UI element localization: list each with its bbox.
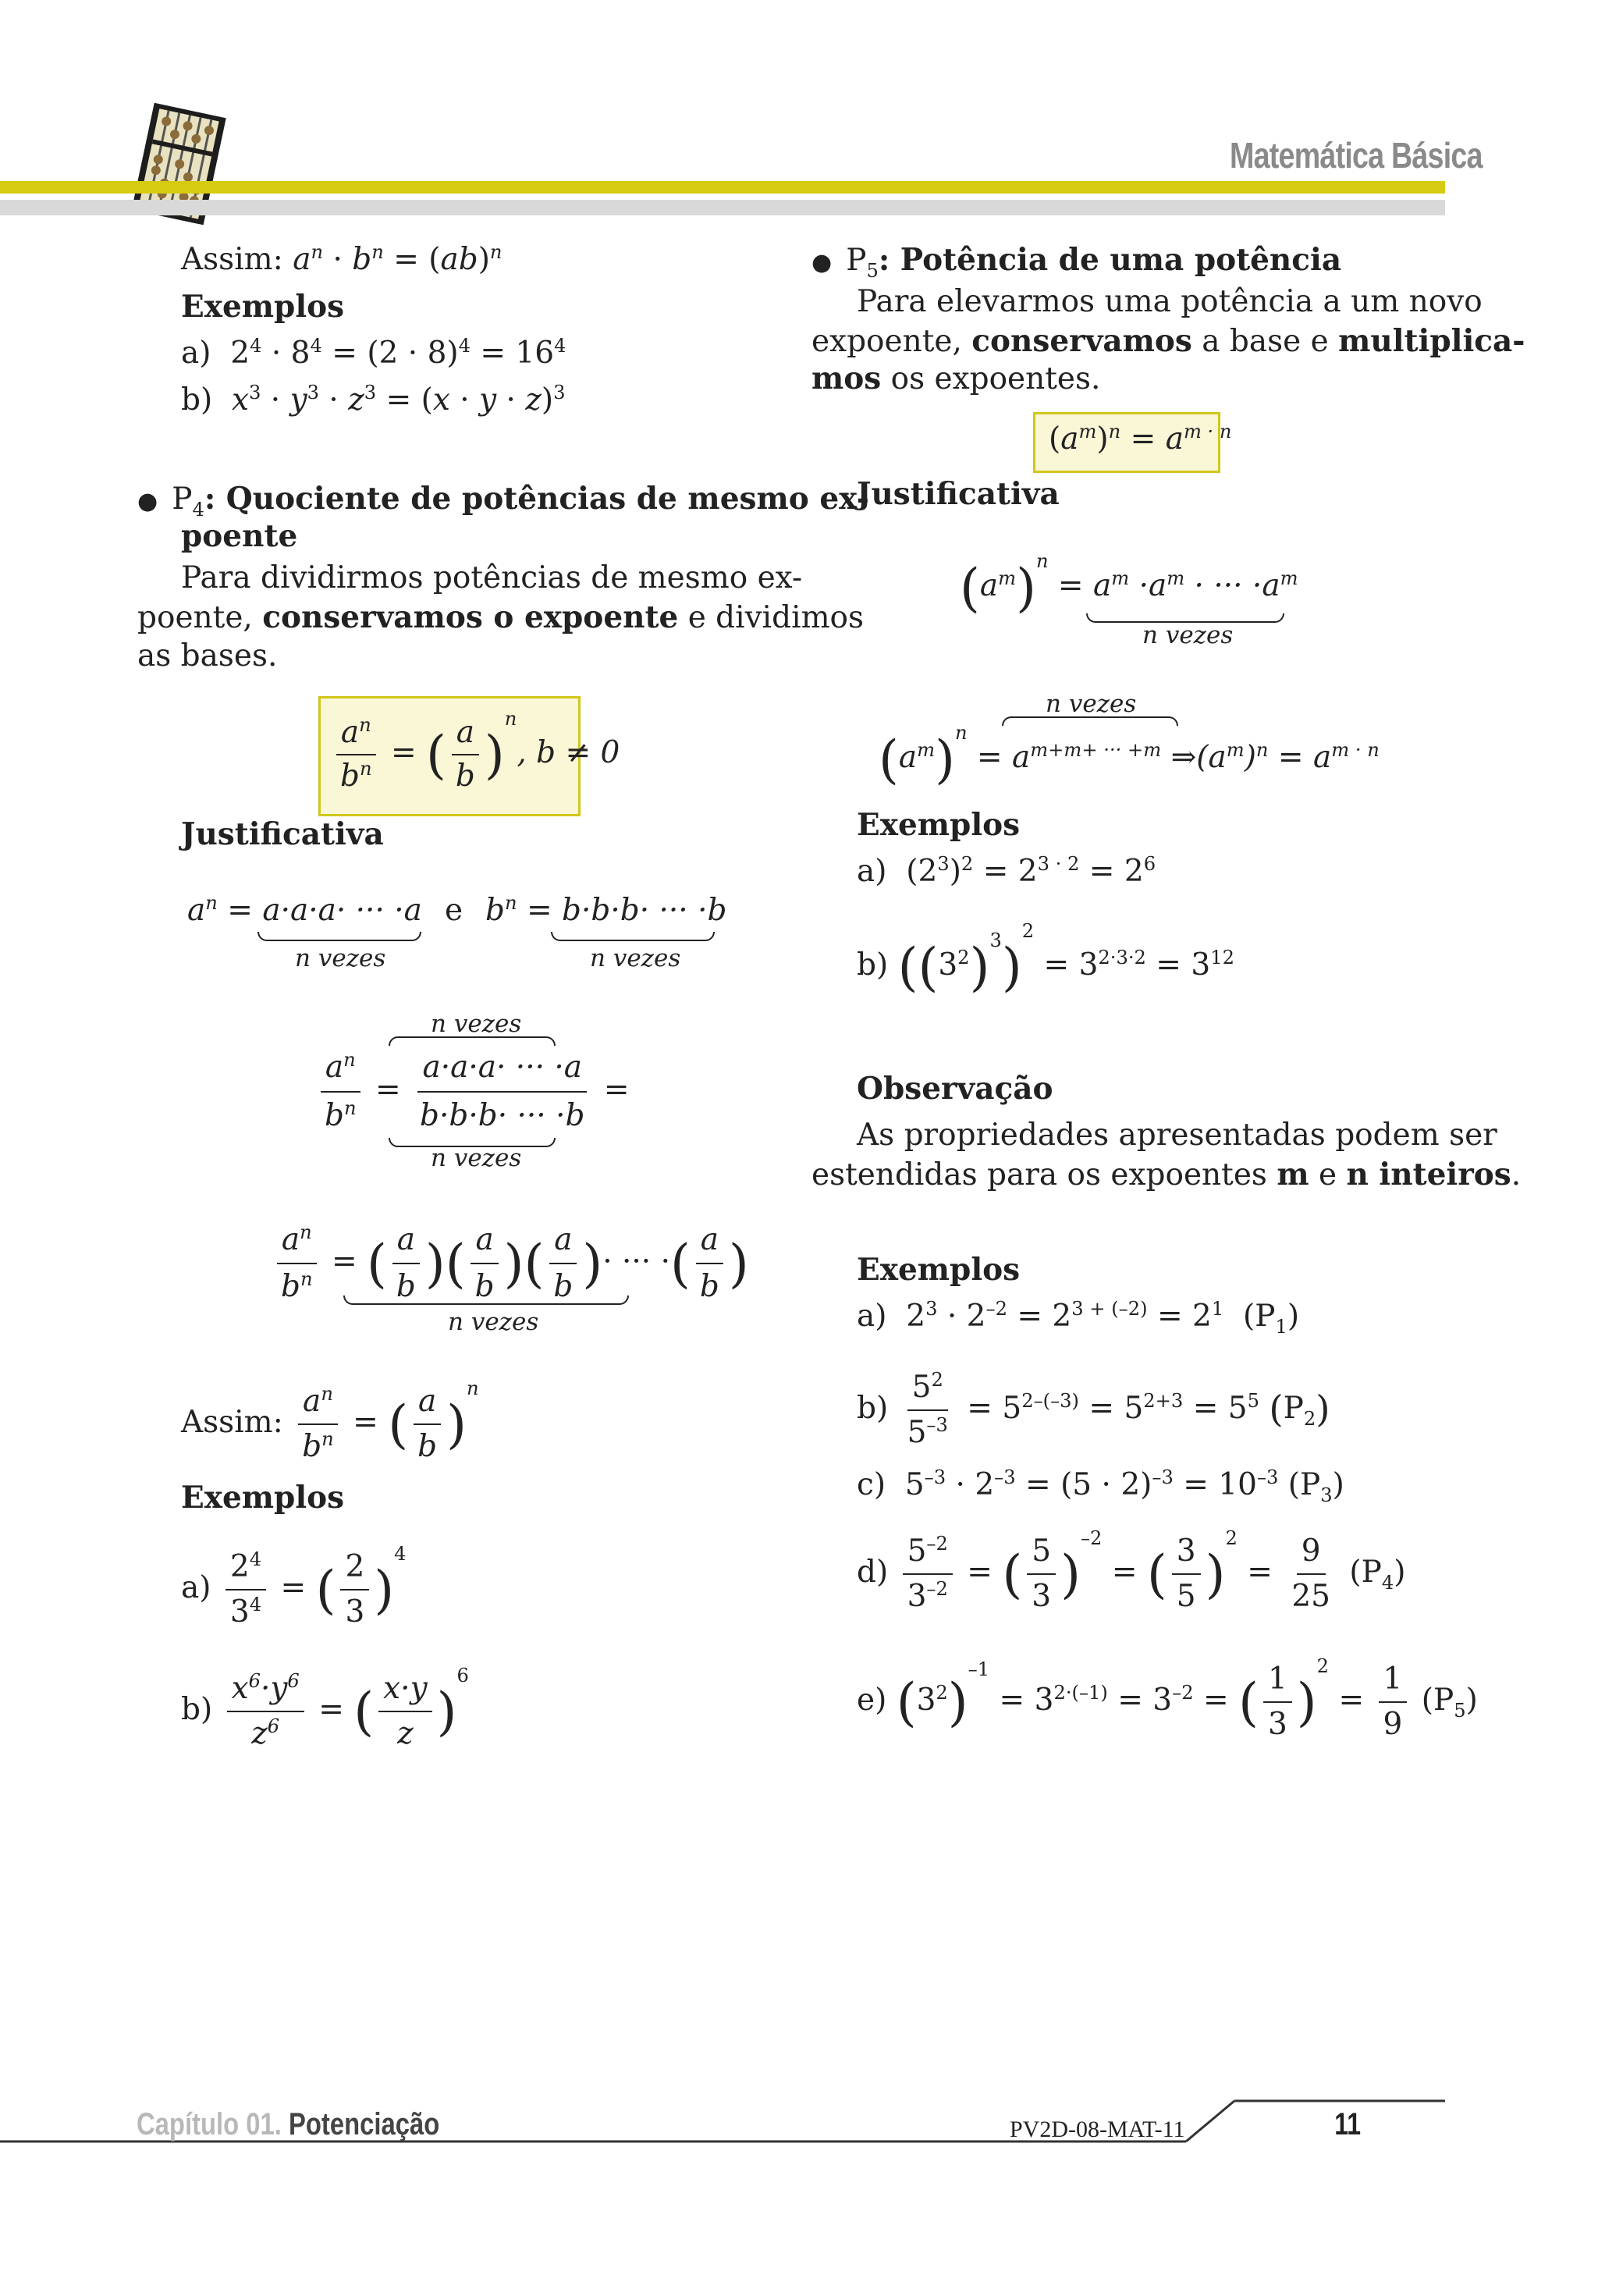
power-expansion: $(a^m)^n = a^m \cdot a^m$ · ··· $\cdot a^m$ xyxy=(960,550,1298,618)
p5-heading: ● $P_5$: Potência de uma potência xyxy=(811,242,1342,282)
exemplos-heading-1: Exemplos xyxy=(181,289,345,325)
n-vezes-power: n vezes xyxy=(1142,621,1234,649)
page-number: 11 xyxy=(1334,2107,1362,2141)
p5-para-line1: Para elevarmos uma potência a um novo xyxy=(857,284,1483,319)
example-b-2: b) $\frac{x^6\cdot y^6}{z^6}$ = ( $\frac{x\cdot y}{z}$ )$^6$ xyxy=(181,1665,469,1751)
an-expansion: $a^n = a\cdot a\cdot a\cdot$ ··· ·a xyxy=(187,892,422,928)
p4-formula: $\frac{a^n}{b^n}$ = ( $\frac{a}{b}$ )$^n$, b ≠ 0 xyxy=(331,712,620,798)
n-vezes-top-num: n vezes xyxy=(431,1010,522,1038)
example-a-4: a) $2^3 \cdot 2^{-2} = 2^{3 + (-2)} = 2^1$ $(P_1)$ xyxy=(857,1298,1300,1338)
p4-heading-line1: ● $P_4$: Quociente de potências de mesmo ex- xyxy=(137,481,869,521)
header-title: Matemática Básica xyxy=(1230,135,1483,176)
quotient-expansion: $\frac{a^n}{b^n}$ = $\frac{a\cdot a\cdot a\cdot \cdot\cdot\cdot \cdot a}{b\cdot b\cdot b\cdot \cdot\cdot\cdot \cdot b}$ = xyxy=(315,1044,630,1139)
product-of-fractions: $\frac{a^n}{b^n}$ = ( $\frac{a}{b}$ )( $\frac{a}{b}$ )( $\frac{a}{b}$ )· ··· ·( $\frac{a}{b}$ ) xyxy=(272,1217,749,1310)
p5-para-line2: expoente, conservamos a base e multiplica- xyxy=(811,323,1525,359)
n-vezes-an: n vezes xyxy=(295,944,386,972)
example-d-4: d) $\frac{5^{-2}}{3^{-2}}$ = ( $\frac{5}{3}$ )$^{-2}$ = ( $\frac{3}{5}$ )$^2$ = $\frac{9}{25}$ $(P_4)$ xyxy=(857,1527,1406,1614)
example-b-4: b) $\frac{5^2}{5^{-3}}$ = $5^{2-(-3)} = 5^{2+3} = 5^5$ $(P_2)$ xyxy=(857,1366,1330,1455)
exemplos-heading-4: Exemplos xyxy=(857,1252,1021,1288)
p4-para-line1: Para dividirmos potências de mesmo ex- xyxy=(181,560,803,595)
header-yellow-bar xyxy=(0,181,1445,194)
bn-expansion: $b^n = b\cdot b\cdot b\cdot$ ··· ·b xyxy=(485,892,727,928)
example-c-4: c) $5^{-3} \cdot 2^{-3} = (5 \cdot 2)^{-3} = 10^{-3}$ $(P_3)$ xyxy=(857,1466,1344,1506)
n-vezes-product: n vezes xyxy=(448,1308,539,1336)
example-b-1: b) $x^3 \cdot y^3 \cdot z^3 = (x \cdot y \cdot z)^3$ xyxy=(181,382,566,418)
justificativa-heading-left: Justificativa xyxy=(181,816,384,852)
n-vezes-bn: n vezes xyxy=(590,944,681,972)
underbrace-an xyxy=(257,932,421,941)
footer-code: PV2D-08-MAT-11 xyxy=(1010,2117,1185,2142)
p4-heading-line2: poente xyxy=(181,518,298,554)
assim-quotient: Assim: $\frac{a^n}{b^n}$ = ( $\frac{a}{b}$ )$^n$ xyxy=(181,1377,479,1464)
overbrace-exponent xyxy=(1002,716,1178,726)
underbrace-bn xyxy=(551,932,715,941)
exemplos-heading-2: Exemplos xyxy=(181,1480,345,1516)
p5-formula: $(a^m)^n = a^{m \cdot n}$ xyxy=(1049,421,1232,457)
footer-chapter: Capítulo 01. Potenciação xyxy=(137,2107,440,2141)
header-grey-bar xyxy=(0,200,1445,215)
exemplos-heading-3: Exemplos xyxy=(857,807,1021,843)
p4-para-line3: as bases. xyxy=(137,638,278,674)
example-b-3: b) $((3^2)^3)^2 = 3^{2\cdot 3\cdot 2} = 3^{12}$ xyxy=(857,920,1234,997)
example-e-4: e) $(3^2)^{-1} = 3^{2\cdot(-1)} = 3^{-2}$ = ( $\frac{1}{3}$ )$^2$ = $\frac{1}{9}$ $(P_5)$ xyxy=(857,1655,1478,1742)
example-a-1: a) $2^4 \cdot 8^4 = (2 \cdot 8)^4 = 16^4$ xyxy=(181,335,566,371)
power-sum-exponent: $(a^m)^n = a^{m+m+ \cdot\cdot\cdot +m}$ $\Rightarrow(a^m)^n = a^{m \cdot n}$ xyxy=(879,722,1380,790)
justificativa-heading-right: Justificativa xyxy=(857,476,1060,512)
n-vezes-exponent: n vezes xyxy=(1046,690,1137,718)
underbrace-product xyxy=(343,1295,629,1305)
example-a-2: a) $\frac{2^4}{3^4}$ = ( $\frac{2}{3}$ )$^4$ xyxy=(181,1543,407,1630)
observacao-heading: Observação xyxy=(857,1071,1053,1107)
n-vezes-bottom-den: n vezes xyxy=(431,1144,522,1172)
e-word: e xyxy=(445,893,463,928)
p4-para-line2: poente, conservamos o expoente e dividimos xyxy=(137,599,865,635)
example-a-3: a) $(2^3)^2 = 2^{3 \cdot 2} = 2^6$ xyxy=(857,853,1156,889)
obs-line2: estendidas para os expoentes m e n inteiros. xyxy=(811,1157,1522,1192)
p5-para-line3: mos os expoentes. xyxy=(811,361,1101,396)
assim-line-top: Assim: $a^n \cdot b^n = (ab)^n$ xyxy=(181,241,502,277)
obs-line1: As propriedades apresentadas podem ser xyxy=(857,1118,1497,1153)
